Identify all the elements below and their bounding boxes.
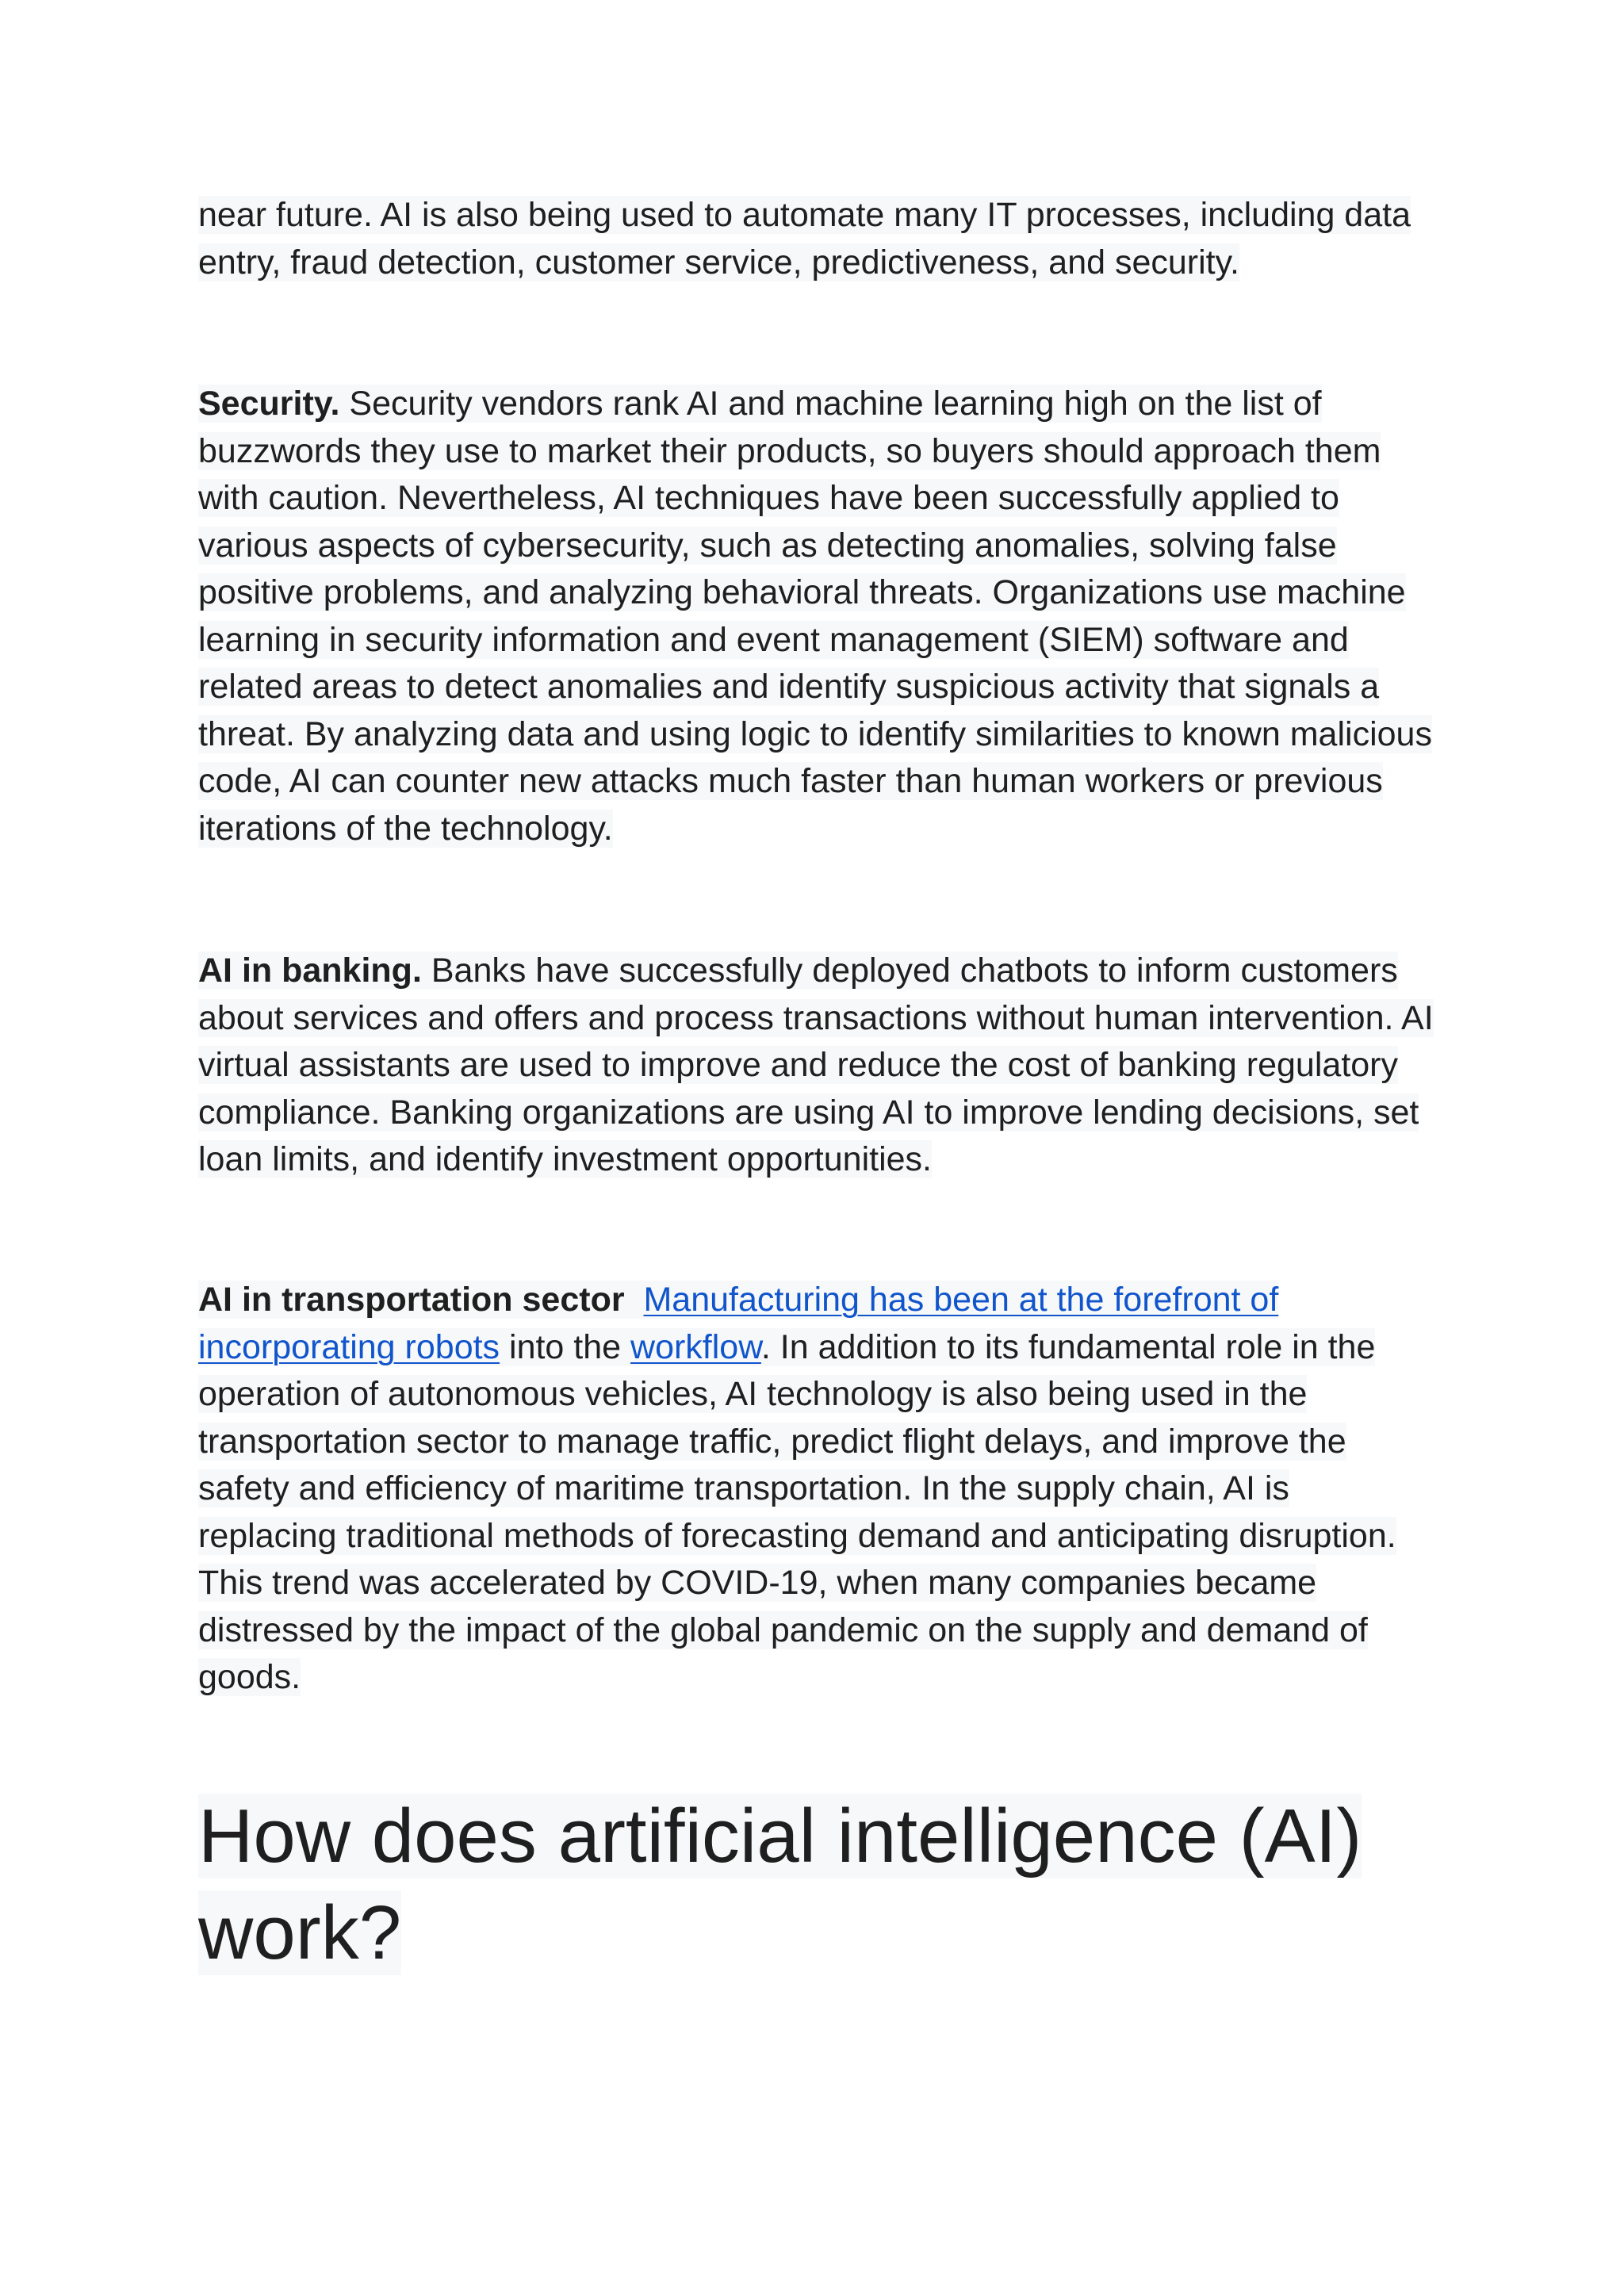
intro-paragraph [198,192,1435,286]
section-heading-text: How does artificial intelligence (AI) work? [198,1794,1362,1975]
transportation-text: . In addition to its fundamental role in the operation of autonomous vehicles, AI technology is also being used in the transportation sector to manage traffic, predict flight delays, and improve the safety and efficiency of maritime transportation. In the supply chain, AI is replacing traditional methods of forecasting demand and anticipating disruption. This trend was accelerated by COVID-19, when many companies became distressed by the impact of the global pandemic on the supply and demand of goods. [198,1327,1396,1696]
transportation-mid-text: into the [500,1327,631,1366]
intro-text: near future. AI is also being used to automate many IT processes, including data entry, fraud detection, customer service, predictiveness, and security. [198,196,1411,281]
banking-paragraph [198,948,1435,1184]
security-label: Security. [198,385,340,423]
security-paragraph [198,381,1435,852]
transportation-paragraph [198,1277,1435,1702]
transportation-label: AI in transportation sector [198,1281,625,1319]
section-heading [198,1788,1467,1982]
security-text: Security vendors rank AI and machine learning high on the list of buzzwords they use to market their products, so buyers should approach them with caution. Nevertheless, AI techniques have been successfully applied to various aspects of cybersecurity, such as detecting anomalies, solving false positive problems, and analyzing behavioral threats. Organizations use machine learning in security information and event management (SIEM) software and related areas to detect anomalies and identify suspicious activity that signals a threat. By analyzing data and using logic to identify similarities to known malicious code, AI can counter new attacks much faster than human workers or previous iterations of the technology. [198,385,1432,848]
banking-text: Banks have successfully deployed chatbots to inform customers about services and offers and process transactions without human intervention. AI virtual assistants are used to improve and reduce the cost of banking regulatory compliance. Banking organizations are using AI to improve lending decisions, set loan limits, and identify investment opportunities. [198,952,1434,1178]
transportation-gap [625,1281,644,1319]
workflow-link[interactable]: workflow [630,1327,761,1366]
manufacturing-robots-link[interactable]: Manufacturing has been at the forefront of incorporating robots [198,1281,1279,1366]
banking-label: AI in banking. [198,952,422,990]
